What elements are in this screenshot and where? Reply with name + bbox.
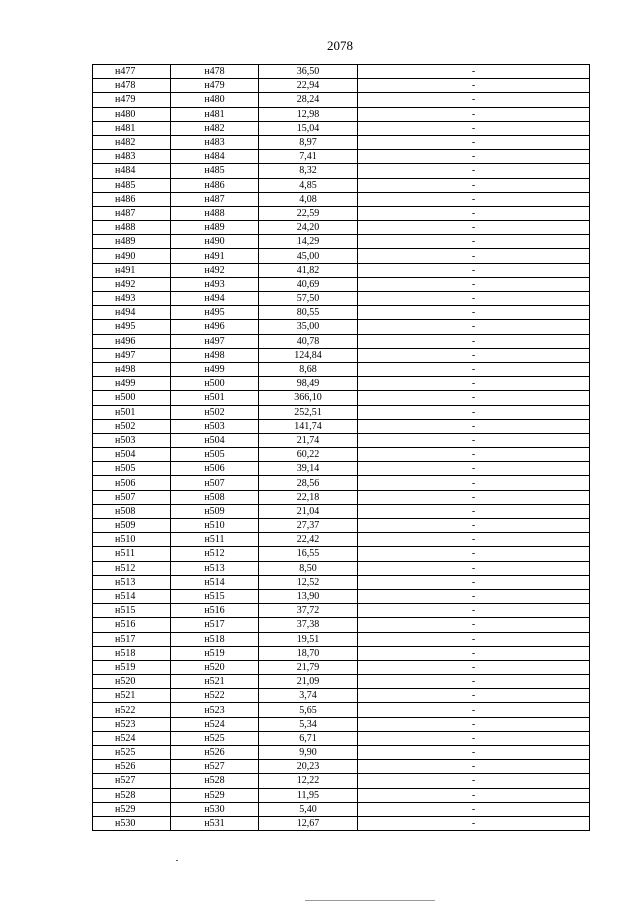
point-to-cell: н524 [171,717,259,731]
point-from-cell: н506 [93,476,171,490]
point-to-cell: н526 [171,746,259,760]
point-to-cell: н505 [171,448,259,462]
distance-cell: 35,00 [259,320,358,334]
point-to-cell: н487 [171,192,259,206]
table-row [93,348,590,362]
note-cell: - [358,774,590,788]
point-to-cell: н492 [171,263,259,277]
point-to-cell: н513 [171,561,259,575]
point-to-cell: н480 [171,93,259,107]
point-from-cell: н526 [93,760,171,774]
point-from-cell: н529 [93,802,171,816]
point-from-cell: н502 [93,419,171,433]
distance-cell: 141,74 [259,419,358,433]
point-from-cell: н516 [93,618,171,632]
point-from-cell: н514 [93,589,171,603]
note-cell: - [358,632,590,646]
table-row [93,249,590,263]
note-cell: - [358,107,590,121]
point-to-cell: н493 [171,277,259,291]
point-from-cell: н485 [93,178,171,192]
point-to-cell: н525 [171,731,259,745]
note-cell: - [358,448,590,462]
table-row [93,816,590,830]
distance-cell: 4,85 [259,178,358,192]
point-from-cell: н482 [93,135,171,149]
note-cell: - [358,760,590,774]
point-to-cell: н503 [171,419,259,433]
distance-cell: 39,14 [259,462,358,476]
table-row [93,320,590,334]
distance-cell: 21,74 [259,433,358,447]
point-from-cell: н509 [93,519,171,533]
note-cell: - [358,646,590,660]
table-row [93,107,590,121]
distance-cell: 13,90 [259,589,358,603]
scan-speck [176,860,178,861]
distance-cell: 80,55 [259,306,358,320]
table-row [93,788,590,802]
point-to-cell: н527 [171,760,259,774]
distance-cell: 27,37 [259,519,358,533]
point-to-cell: н517 [171,618,259,632]
note-cell: - [358,249,590,263]
table-row [93,206,590,220]
distance-cell: 18,70 [259,646,358,660]
distance-cell: 22,18 [259,490,358,504]
table-row [93,334,590,348]
table-row [93,533,590,547]
point-from-cell: н491 [93,263,171,277]
point-to-cell: н507 [171,476,259,490]
boundary-segments-table-wrap [92,64,589,831]
point-to-cell: н516 [171,604,259,618]
point-from-cell: н484 [93,164,171,178]
point-to-cell: н530 [171,802,259,816]
distance-cell: 41,82 [259,263,358,277]
point-from-cell: н527 [93,774,171,788]
point-to-cell: н508 [171,490,259,504]
note-cell: - [358,178,590,192]
table-row [93,703,590,717]
table-row [93,292,590,306]
note-cell: - [358,221,590,235]
note-cell: - [358,320,590,334]
table-row [93,731,590,745]
distance-cell: 98,49 [259,377,358,391]
distance-cell: 12,52 [259,575,358,589]
point-to-cell: н519 [171,646,259,660]
point-from-cell: н515 [93,604,171,618]
point-to-cell: н531 [171,816,259,830]
point-to-cell: н521 [171,675,259,689]
distance-cell: 21,79 [259,660,358,674]
point-from-cell: н512 [93,561,171,575]
distance-cell: 21,09 [259,675,358,689]
note-cell: - [358,604,590,618]
table-row [93,79,590,93]
point-from-cell: н523 [93,717,171,731]
note-cell: - [358,589,590,603]
distance-cell: 366,10 [259,391,358,405]
table-body [93,65,590,831]
distance-cell: 36,50 [259,65,358,79]
point-to-cell: н502 [171,405,259,419]
distance-cell: 124,84 [259,348,358,362]
table-row [93,660,590,674]
note-cell: - [358,561,590,575]
point-to-cell: н509 [171,504,259,518]
note-cell: - [358,433,590,447]
point-to-cell: н528 [171,774,259,788]
point-to-cell: н518 [171,632,259,646]
note-cell: - [358,235,590,249]
table-row [93,306,590,320]
point-from-cell: н520 [93,675,171,689]
point-from-cell: н492 [93,277,171,291]
table-row [93,235,590,249]
note-cell: - [358,377,590,391]
table-row [93,448,590,462]
table-row [93,362,590,376]
point-from-cell: н511 [93,547,171,561]
point-from-cell: н497 [93,348,171,362]
distance-cell: 22,59 [259,206,358,220]
note-cell: - [358,703,590,717]
table-row [93,405,590,419]
point-from-cell: н478 [93,79,171,93]
distance-cell: 12,98 [259,107,358,121]
distance-cell: 11,95 [259,788,358,802]
distance-cell: 16,55 [259,547,358,561]
table-row [93,391,590,405]
point-to-cell: н511 [171,533,259,547]
table-row [93,150,590,164]
distance-cell: 12,67 [259,816,358,830]
point-from-cell: н489 [93,235,171,249]
table-row [93,93,590,107]
point-from-cell: н500 [93,391,171,405]
distance-cell: 60,22 [259,448,358,462]
note-cell: - [358,802,590,816]
point-from-cell: н510 [93,533,171,547]
point-to-cell: н506 [171,462,259,476]
point-from-cell: н490 [93,249,171,263]
note-cell: - [358,717,590,731]
distance-cell: 37,38 [259,618,358,632]
table-row [93,774,590,788]
point-to-cell: н498 [171,348,259,362]
point-to-cell: н504 [171,433,259,447]
point-to-cell: н514 [171,575,259,589]
table-row [93,135,590,149]
point-to-cell: н488 [171,206,259,220]
distance-cell: 22,94 [259,79,358,93]
point-from-cell: н487 [93,206,171,220]
distance-cell: 57,50 [259,292,358,306]
distance-cell: 40,69 [259,277,358,291]
note-cell: - [358,263,590,277]
note-cell: - [358,362,590,376]
table-row [93,689,590,703]
distance-cell: 37,72 [259,604,358,618]
point-to-cell: н497 [171,334,259,348]
point-from-cell: н524 [93,731,171,745]
note-cell: - [358,348,590,362]
point-to-cell: н500 [171,377,259,391]
table-row [93,192,590,206]
distance-cell: 45,00 [259,249,358,263]
note-cell: - [358,192,590,206]
table-row [93,462,590,476]
note-cell: - [358,65,590,79]
page-number: 2078 [327,38,353,53]
point-from-cell: н496 [93,334,171,348]
point-from-cell: н501 [93,405,171,419]
point-from-cell: н494 [93,306,171,320]
scan-edge-line [305,900,435,901]
note-cell: - [358,206,590,220]
point-from-cell: н486 [93,192,171,206]
point-from-cell: н504 [93,448,171,462]
note-cell: - [358,660,590,674]
point-from-cell: н481 [93,121,171,135]
point-to-cell: н485 [171,164,259,178]
table-row [93,504,590,518]
point-to-cell: н494 [171,292,259,306]
table-row [93,589,590,603]
point-from-cell: н503 [93,433,171,447]
table-row [93,746,590,760]
table-row [93,65,590,79]
point-to-cell: н496 [171,320,259,334]
note-cell: - [358,462,590,476]
table-row [93,490,590,504]
distance-cell: 5,65 [259,703,358,717]
distance-cell: 8,97 [259,135,358,149]
distance-cell: 12,22 [259,774,358,788]
note-cell: - [358,575,590,589]
note-cell: - [358,306,590,320]
point-to-cell: н482 [171,121,259,135]
note-cell: - [358,519,590,533]
note-cell: - [358,547,590,561]
note-cell: - [358,277,590,291]
table-row [93,419,590,433]
point-from-cell: н483 [93,150,171,164]
point-from-cell: н513 [93,575,171,589]
table-row [93,476,590,490]
note-cell: - [358,334,590,348]
table-row [93,221,590,235]
point-to-cell: н529 [171,788,259,802]
note-cell: - [358,504,590,518]
table-row [93,675,590,689]
point-from-cell: н477 [93,65,171,79]
point-from-cell: н493 [93,292,171,306]
note-cell: - [358,618,590,632]
point-to-cell: н495 [171,306,259,320]
point-to-cell: н499 [171,362,259,376]
point-to-cell: н523 [171,703,259,717]
distance-cell: 7,41 [259,150,358,164]
table-row [93,178,590,192]
distance-cell: 22,42 [259,533,358,547]
table-row [93,263,590,277]
point-from-cell: н525 [93,746,171,760]
note-cell: - [358,490,590,504]
distance-cell: 8,50 [259,561,358,575]
table-row [93,164,590,178]
point-from-cell: н505 [93,462,171,476]
distance-cell: 24,20 [259,221,358,235]
table-row [93,561,590,575]
note-cell: - [358,121,590,135]
point-to-cell: н491 [171,249,259,263]
note-cell: - [358,164,590,178]
table-row [93,575,590,589]
distance-cell: 8,32 [259,164,358,178]
point-to-cell: н478 [171,65,259,79]
note-cell: - [358,689,590,703]
note-cell: - [358,746,590,760]
note-cell: - [358,93,590,107]
point-from-cell: н519 [93,660,171,674]
distance-cell: 5,40 [259,802,358,816]
point-from-cell: н495 [93,320,171,334]
point-from-cell: н507 [93,490,171,504]
point-from-cell: н499 [93,377,171,391]
point-from-cell: н488 [93,221,171,235]
note-cell: - [358,135,590,149]
point-from-cell: н528 [93,788,171,802]
distance-cell: 28,24 [259,93,358,107]
table-row [93,277,590,291]
table-row [93,760,590,774]
point-to-cell: н481 [171,107,259,121]
table-row [93,802,590,816]
note-cell: - [358,476,590,490]
note-cell: - [358,391,590,405]
point-to-cell: н512 [171,547,259,561]
point-from-cell: н521 [93,689,171,703]
distance-cell: 3,74 [259,689,358,703]
table-row [93,717,590,731]
table-row [93,433,590,447]
point-to-cell: н489 [171,221,259,235]
note-cell: - [358,292,590,306]
table-row [93,632,590,646]
table-row [93,121,590,135]
note-cell: - [358,533,590,547]
note-cell: - [358,675,590,689]
point-to-cell: н479 [171,79,259,93]
table-row [93,377,590,391]
note-cell: - [358,79,590,93]
point-to-cell: н490 [171,235,259,249]
point-to-cell: н486 [171,178,259,192]
table-row [93,547,590,561]
point-to-cell: н515 [171,589,259,603]
distance-cell: 15,04 [259,121,358,135]
note-cell: - [358,419,590,433]
point-to-cell: н501 [171,391,259,405]
point-to-cell: н484 [171,150,259,164]
point-from-cell: н498 [93,362,171,376]
point-from-cell: н518 [93,646,171,660]
table-row [93,519,590,533]
distance-cell: 14,29 [259,235,358,249]
distance-cell: 9,90 [259,746,358,760]
point-to-cell: н510 [171,519,259,533]
point-to-cell: н520 [171,660,259,674]
point-from-cell: н530 [93,816,171,830]
point-to-cell: н483 [171,135,259,149]
distance-cell: 252,51 [259,405,358,419]
note-cell: - [358,788,590,802]
note-cell: - [358,816,590,830]
boundary-segments-table [92,64,590,831]
point-from-cell: н480 [93,107,171,121]
table-row [93,646,590,660]
distance-cell: 20,23 [259,760,358,774]
point-from-cell: н479 [93,93,171,107]
point-from-cell: н517 [93,632,171,646]
table-row [93,604,590,618]
note-cell: - [358,405,590,419]
distance-cell: 4,08 [259,192,358,206]
distance-cell: 21,04 [259,504,358,518]
distance-cell: 8,68 [259,362,358,376]
distance-cell: 28,56 [259,476,358,490]
note-cell: - [358,150,590,164]
note-cell: - [358,731,590,745]
point-from-cell: н508 [93,504,171,518]
distance-cell: 40,78 [259,334,358,348]
distance-cell: 6,71 [259,731,358,745]
distance-cell: 19,51 [259,632,358,646]
table-row [93,618,590,632]
distance-cell: 5,34 [259,717,358,731]
point-from-cell: н522 [93,703,171,717]
point-to-cell: н522 [171,689,259,703]
